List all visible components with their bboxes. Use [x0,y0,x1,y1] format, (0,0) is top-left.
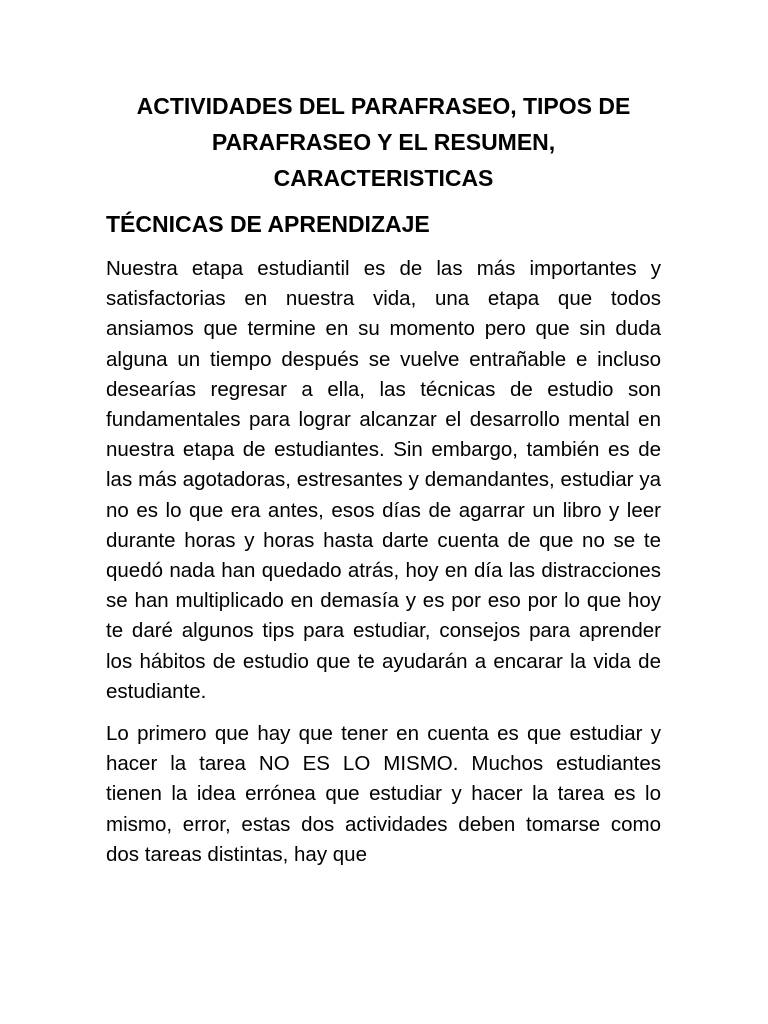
document-page [106,88,661,870]
section-heading: TÉCNICAS DE APRENDIZAJE [106,211,430,237]
document-title: ACTIVIDADES DEL PARAFRASEO, TIPOS DE PARAFRASEO Y EL RESUMEN, CARACTERISTICAS [136,93,631,191]
body-paragraph: Nuestra etapa estudiantil es de las más importantes y satisfactorias en nuestra vida, una etapa que todos ansiamos que termine en su momento pero que sin duda alguna un tiempo después se vuelve entrañable e incluso desearías regresar a ella, las técnicas de estudio son fundamentales para lograr alcanzar el desarrollo mental en nuestra etapa de estudiantes. Sin embargo, también es de las más agotadoras, estresantes y demandantes, estudiar ya no es lo que era antes, esos días de agarrar un libro y leer durante horas y horas hasta darte cuenta de que no se te quedó nada han quedado atrás, hoy en día las distracciones se han multiplicado en demasía y es por eso por lo que hoy te daré algunos tips para estudiar, consejos para aprender los hábitos de estudio que te ayudarán a encarar la vida de estudiante. [106,257,661,703]
body-paragraph: Lo primero que hay que tener en cuenta es que estudiar y hacer la tarea NO ES LO MISMO. Muchos estudiantes tienen la idea errónea que estudiar y hacer la tarea es lo mismo, error, estas dos actividades deben tomarse como dos tareas distintas, hay que [106,722,661,866]
